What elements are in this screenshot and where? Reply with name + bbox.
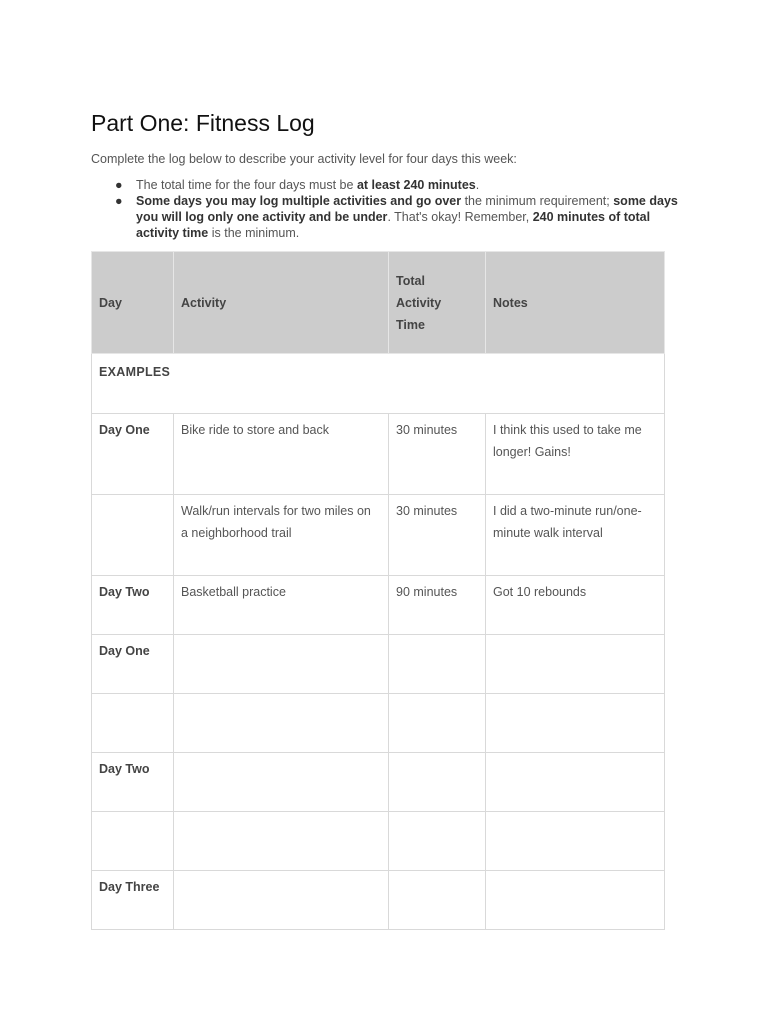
bullet-text: is the minimum.: [208, 226, 300, 240]
examples-label: EXAMPLES: [92, 354, 665, 414]
bullet-text-bold: 240 minutes of total activity time: [136, 210, 651, 240]
bullet-text-bold: at least 240 minutes: [356, 178, 476, 192]
cell-time: 90 minutes: [389, 576, 486, 635]
table-row: [92, 495, 665, 576]
instruction-list: [91, 177, 681, 241]
cell-time[interactable]: [389, 812, 486, 871]
examples-row: [92, 354, 665, 414]
fitness-log-table: [91, 251, 665, 930]
bullet-text: The total time for the four days must be: [136, 178, 357, 192]
bullet-text-bold: Some days you may log multiple activities and go over: [136, 194, 462, 208]
cell-notes: I think this used to take me longer! Gains!: [486, 414, 665, 495]
page-title: Part One: Fitness Log: [91, 110, 315, 136]
cell-activity[interactable]: [174, 871, 389, 930]
cell-time[interactable]: [389, 753, 486, 812]
cell-notes[interactable]: [486, 635, 665, 694]
cell-activity[interactable]: [174, 753, 389, 812]
table-row: [92, 694, 665, 753]
instruction-item: [91, 193, 681, 241]
cell-activity: Bike ride to store and back: [174, 414, 389, 495]
cell-activity[interactable]: [174, 635, 389, 694]
cell-activity[interactable]: [174, 694, 389, 753]
table-row: [92, 753, 665, 812]
cell-time[interactable]: [389, 694, 486, 753]
table-row: [92, 635, 665, 694]
cell-notes[interactable]: [486, 812, 665, 871]
cell-day: [92, 812, 174, 871]
table-row: [92, 871, 665, 930]
cell-day: Day Two: [92, 753, 174, 812]
cell-notes: Got 10 rebounds: [486, 576, 665, 635]
cell-day: Day Three: [92, 871, 174, 930]
cell-time[interactable]: [389, 635, 486, 694]
cell-day: Day One: [92, 635, 174, 694]
table-row: [92, 414, 665, 495]
cell-time[interactable]: [389, 871, 486, 930]
table-row: [92, 812, 665, 871]
table-header-row: [92, 252, 665, 354]
bullet-icon: ●: [115, 178, 123, 192]
bullet-text: .: [475, 178, 480, 192]
cell-notes[interactable]: [486, 694, 665, 753]
cell-day: [92, 694, 174, 753]
bullet-icon: ●: [115, 194, 123, 208]
bullet-text: the minimum requirement;: [461, 194, 614, 208]
cell-activity: Walk/run intervals for two miles on a neighborhood trail: [174, 495, 389, 576]
cell-activity[interactable]: [174, 812, 389, 871]
cell-notes: I did a two-minute run/one-minute walk interval: [486, 495, 665, 576]
cell-time: 30 minutes: [389, 495, 486, 576]
cell-day: [92, 495, 174, 576]
intro-text: Complete the log below to describe your activity level for four days this week:: [91, 152, 517, 166]
cell-notes[interactable]: [486, 871, 665, 930]
bullet-text: . That's okay! Remember,: [387, 210, 533, 224]
cell-day: Day Two: [92, 576, 174, 635]
cell-day: Day One: [92, 414, 174, 495]
table-row: [92, 576, 665, 635]
cell-activity: Basketball practice: [174, 576, 389, 635]
header-activity: Activity: [174, 252, 389, 354]
bullet-text-bold: some days you will log only one activity and be under: [136, 194, 678, 224]
header-total-activity-time: Total Activity Time: [389, 252, 486, 354]
header-notes: Notes: [486, 252, 665, 354]
instruction-item: [91, 177, 681, 193]
cell-notes[interactable]: [486, 753, 665, 812]
header-day: Day: [92, 252, 174, 354]
cell-time: 30 minutes: [389, 414, 486, 495]
